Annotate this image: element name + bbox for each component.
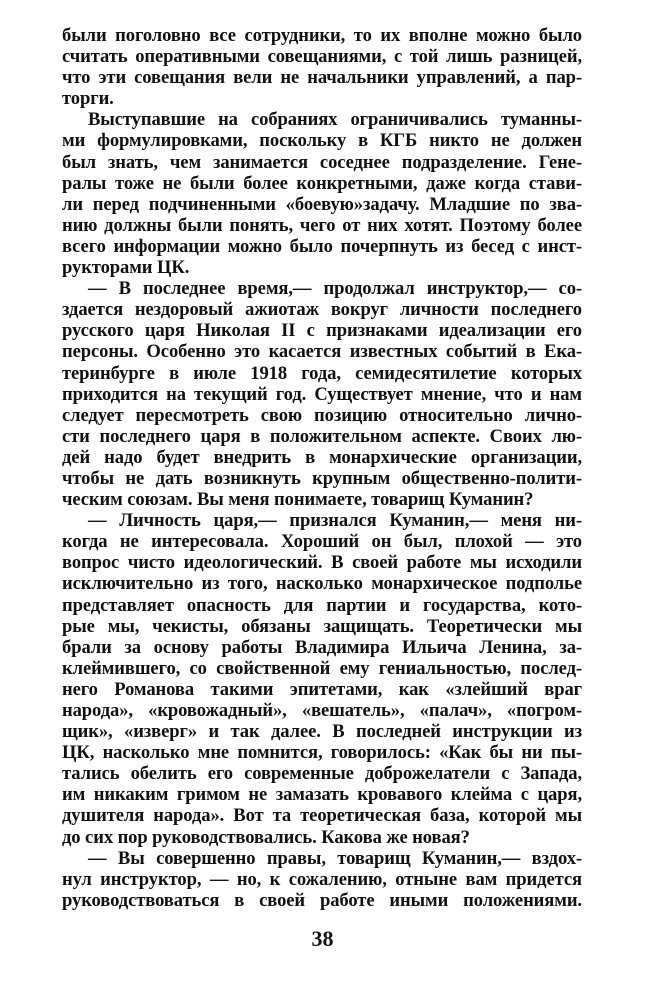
text-line: — Вы совершенно правы, товарищ Куманин,— вздох-: [88, 847, 582, 869]
text-line: сти последнего царя в положительном аспекте. Своих лю-: [62, 425, 582, 447]
text-line: него Романова такими эпитетами, как «злейший враг: [62, 678, 582, 700]
text-line: — В последнее время,— продолжал инструктор,— со-: [88, 278, 582, 300]
text-line: душителя народа». Вот та теоретическая база, которой мы: [62, 805, 582, 827]
text-line: чтобы не дать возникнуть крупным общественно-полити-: [62, 467, 582, 489]
text-line: щик», «изверг» и так далее. В последней инструкции из: [62, 721, 582, 743]
text-line: представляет опасность для партии и государства, кото-: [62, 594, 582, 616]
text-line: приходится на текущий год. Существует мнение, что и нам: [62, 383, 582, 405]
text-line: ческим союзам. Вы меня понимаете, товарищ Куманин?: [62, 489, 534, 511]
text-line: тались обелить его современные доброжелатели с Запада,: [62, 763, 582, 785]
text-line: считать оперативными совещаниями, с той лишь разницей,: [62, 46, 582, 68]
text-line: руководствоваться в своей работе иными положениями.: [62, 889, 582, 911]
text-line: ралы тоже не были более конкретными, даже когда стави-: [62, 172, 582, 194]
text-line: был знать, чем занимается соседнее подразделение. Гене-: [62, 151, 582, 173]
text-line: что эти совещания вели не начальники управлений, а пар-: [62, 67, 582, 89]
text-line: клеймившего, со свойственной ему гениальностью, послед-: [62, 657, 582, 679]
text-line: вопрос чисто идеологический. В своей работе мы исходили: [62, 552, 582, 574]
text-line: ЦК, насколько мне помнится, говорилось: «Как бы ни пы-: [62, 742, 582, 764]
text-line: когда не интересовала. Хороший он был, плохой — это: [62, 531, 582, 553]
text-line: всего информации можно было почерпнуть из бесед с инст-: [62, 235, 582, 257]
text-line: брали за основу работы Владимира Ильича Ленина, за-: [62, 636, 582, 658]
text-line: нул инструктор, — но, к сожалению, отныне вам придется: [62, 868, 582, 890]
text-line: исключительно из того, насколько монархическое подполье: [62, 573, 582, 595]
text-line: следует пересмотреть свою позицию относительно лично-: [62, 404, 582, 426]
text-line: рукторами ЦК.: [62, 257, 190, 279]
text-line: русского царя Николая II с признаками идеализации его: [62, 320, 582, 342]
text-line: им никаким гримом не замазать кровавого клейма с царя,: [62, 784, 582, 806]
text-line: здается нездоровый ажиотаж вокруг личности последнего: [62, 299, 582, 321]
text-line: ли перед подчиненными «боевую»задачу. Младшие по зва-: [62, 193, 582, 215]
text-line: рые мы, чекисты, обязаны защищать. Теоретически мы: [62, 615, 582, 637]
page-body: [62, 25, 582, 911]
text-line: теринбурге в июле 1918 года, семидесятилетие которых: [62, 362, 582, 384]
text-line: персоны. Особенно это касается известных событий в Ека-: [62, 341, 582, 363]
text-line: дей надо будет внедрить в монархические организации,: [62, 446, 582, 468]
text-line: — Личность царя,— признался Куманин,— меня ни-: [88, 510, 582, 532]
text-line: ми формулировками, поскольку в КГБ никто не должен: [62, 130, 582, 152]
page-number: 38: [311, 926, 334, 951]
text-line: народа», «кровожадный», «вешатель», «палач», «погром-: [62, 700, 582, 721]
text-line: были поголовно все сотрудники, то их вполне можно было: [62, 25, 582, 46]
text-line: торги.: [62, 88, 114, 110]
text-line: Выступавшие на собраниях ограничивались туманны-: [88, 109, 582, 131]
text-line: нию должны были понять, чего от них хотят. Поэтому более: [62, 214, 582, 236]
text-line: до сих пор руководствовались. Какова же новая?: [62, 826, 470, 848]
